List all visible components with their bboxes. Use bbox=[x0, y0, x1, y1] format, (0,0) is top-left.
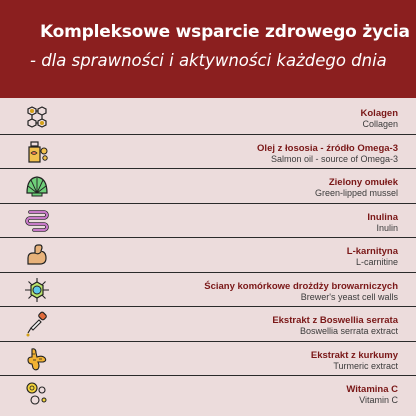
ingredient-name: Kolagen bbox=[360, 108, 398, 119]
ingredient-translation: Vitamin C bbox=[359, 395, 398, 405]
list-item bbox=[0, 376, 416, 411]
dropper-icon bbox=[24, 311, 50, 337]
vitamin-c-fruit-icon bbox=[24, 380, 50, 406]
ingredient-name: Zielony omułek bbox=[328, 177, 398, 188]
flexed-arm-icon bbox=[24, 242, 50, 268]
page-subtitle: - dla sprawności i aktywności każdego dnia bbox=[30, 51, 387, 70]
list-item bbox=[0, 307, 416, 342]
header-banner bbox=[0, 0, 416, 98]
list-item bbox=[0, 342, 416, 377]
list-item bbox=[0, 135, 416, 170]
ingredient-translation: Salmon oil - source of Omega-3 bbox=[270, 153, 398, 164]
ingredient-name: Ekstrakt z Boswellia serrata bbox=[272, 315, 398, 326]
ingredient-name: Olej z łososia - źródło Omega-3 bbox=[257, 142, 398, 154]
ingredient-translation: Brewer's yeast cell walls bbox=[300, 291, 398, 302]
mussel-shell-icon bbox=[24, 173, 50, 199]
ingredient-translation: Boswellia serrata extract bbox=[299, 326, 398, 336]
list-item bbox=[0, 204, 416, 239]
list-item bbox=[0, 169, 416, 204]
ingredient-name: Witamina C bbox=[346, 384, 398, 395]
ingredient-translation: Inulin bbox=[376, 222, 398, 233]
intestine-icon bbox=[24, 208, 50, 234]
ingredient-name: Inulina bbox=[367, 211, 398, 223]
salmon-oil-bottle-icon bbox=[24, 139, 50, 165]
ingredient-translation: L-carnitine bbox=[355, 257, 398, 267]
ingredient-translation: Green-lipped mussel bbox=[314, 188, 398, 198]
turmeric-root-icon bbox=[24, 346, 50, 372]
list-item bbox=[0, 273, 416, 308]
yeast-cell-icon bbox=[24, 277, 50, 303]
list-item bbox=[0, 100, 416, 135]
collagen-molecule-icon bbox=[24, 104, 50, 130]
ingredient-name: Ściany komórkowe drożdży browarniczych bbox=[204, 280, 398, 292]
ingredient-translation: Turmeric extract bbox=[333, 360, 398, 371]
list-item bbox=[0, 238, 416, 273]
page-title: Kompleksowe wsparcie zdrowego życia bbox=[40, 22, 410, 42]
ingredient-name: Ekstrakt z kurkumy bbox=[310, 349, 398, 361]
ingredient-list bbox=[0, 100, 416, 411]
ingredient-name: L-karnityna bbox=[346, 246, 398, 257]
ingredient-translation: Collagen bbox=[362, 119, 398, 129]
